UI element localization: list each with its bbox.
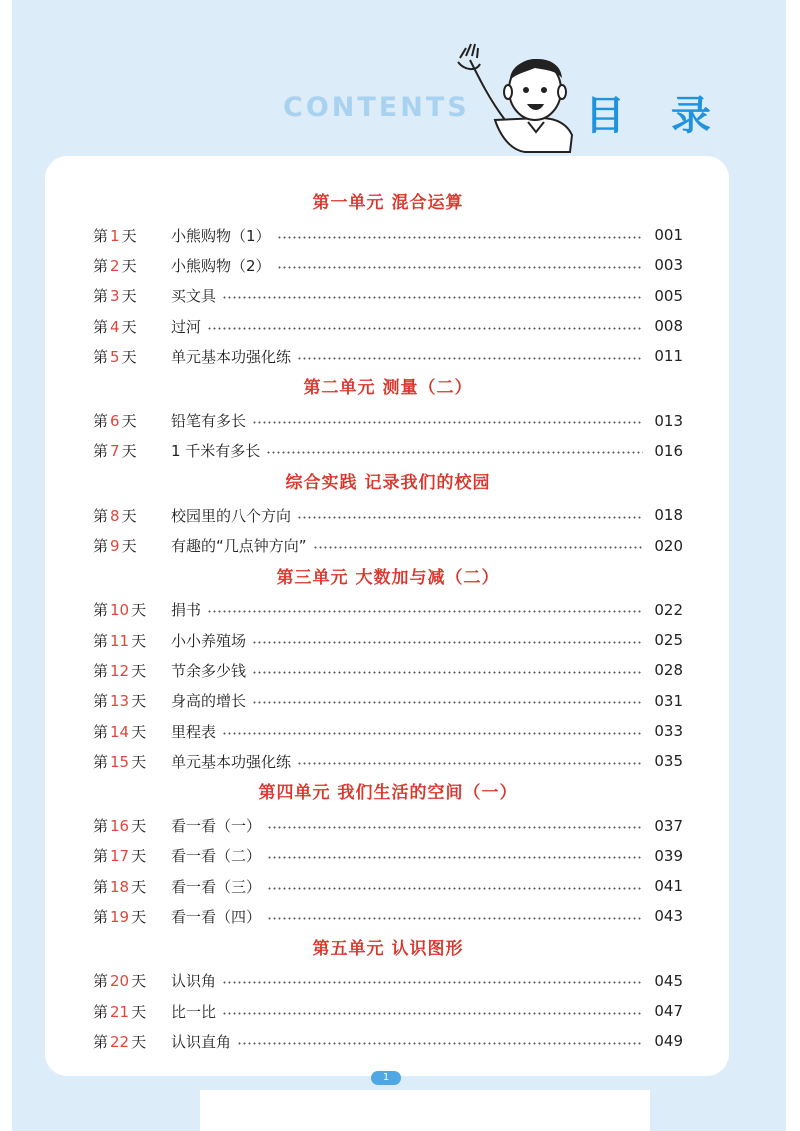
day-number: 15 [110,752,130,771]
day-suffix: 天 [121,442,137,461]
day-label [93,285,171,306]
lesson-title: 单元基本功强化练 [171,752,292,771]
day-label [93,845,171,866]
day-number: 3 [110,287,120,306]
toc-entry[interactable] [93,341,683,371]
day-number: 22 [110,1032,130,1051]
bottom-tab [200,1090,650,1131]
toc-entry[interactable] [93,530,683,560]
unit-heading: 第一单元 混合运算 [312,193,464,213]
dot-leader [297,514,643,520]
toc-entry[interactable] [93,281,683,311]
day-label [93,815,171,836]
day-label [93,599,171,620]
day-number: 16 [110,817,130,836]
toc-entry[interactable] [93,746,683,776]
toc-entry[interactable] [93,405,683,435]
page-ref: 047 [654,1002,683,1021]
day-suffix: 天 [131,1002,147,1021]
page-ref: 011 [654,347,683,366]
lesson-title: 校园里的八个方向 [171,506,292,525]
day-prefix: 第 [93,287,109,306]
page-ref: 049 [654,1032,683,1051]
toc-entry[interactable] [93,436,683,466]
dot-leader [277,234,643,240]
day-prefix: 第 [93,661,109,680]
page-ref: 025 [654,631,683,650]
day-prefix: 第 [93,877,109,896]
day-number: 20 [110,972,130,991]
day-suffix: 天 [121,256,137,275]
day-number: 9 [110,537,120,556]
page-ref: 020 [654,536,683,555]
page-ref: 022 [654,600,683,619]
table-of-contents [93,186,683,1057]
day-number: 18 [110,877,130,896]
day-number: 5 [110,347,120,366]
day-number: 11 [110,631,130,650]
lesson-title: 买文具 [171,287,217,306]
toc-entry[interactable] [93,996,683,1026]
lesson-title: 身高的增长 [171,692,247,711]
day-label [93,505,171,526]
lesson-title: 看一看（三） [171,877,262,896]
dot-leader [252,700,643,706]
day-label [93,970,171,991]
toc-entry[interactable] [93,686,683,716]
page-ref: 045 [654,971,683,990]
lesson-title: 铅笔有多长 [171,412,247,431]
dot-leader [267,885,643,891]
toc-entry[interactable] [93,841,683,871]
day-suffix: 天 [131,631,147,650]
day-prefix: 第 [93,317,109,336]
day-label [93,440,171,461]
day-prefix: 第 [93,817,109,836]
day-label [93,316,171,337]
day-label [93,1031,171,1052]
day-number: 19 [110,907,130,926]
lesson-title: 小熊购物（2） [171,256,271,275]
day-prefix: 第 [93,1002,109,1021]
toc-entry[interactable] [93,1026,683,1056]
toc-entry[interactable] [93,500,683,530]
page-ref: 008 [654,317,683,336]
day-prefix: 第 [93,752,109,771]
toc-entry[interactable] [93,220,683,250]
lesson-title: 认识直角 [171,1032,232,1051]
day-suffix: 天 [131,907,147,926]
dot-leader [207,325,643,331]
page-ref: 013 [654,411,683,430]
page-ref: 028 [654,661,683,680]
lesson-title: 单元基本功强化练 [171,347,292,366]
lesson-title: 过河 [171,317,202,336]
day-prefix: 第 [93,847,109,866]
toc-entry[interactable] [93,250,683,280]
day-number: 17 [110,847,130,866]
day-prefix: 第 [93,412,109,431]
page-ref: 003 [654,256,683,275]
day-label [93,225,171,246]
lesson-title: 1 千米有多长 [171,442,261,461]
day-suffix: 天 [121,317,137,336]
day-suffix: 天 [121,506,137,525]
dot-leader [252,639,643,645]
toc-entry[interactable] [93,595,683,625]
day-label [93,630,171,651]
day-suffix: 天 [131,752,147,771]
day-prefix: 第 [93,1032,109,1051]
day-number: 8 [110,506,120,525]
dot-leader [267,825,643,831]
day-prefix: 第 [93,601,109,620]
day-suffix: 天 [121,226,137,245]
dot-leader [266,450,643,456]
page-ref: 043 [654,907,683,926]
day-suffix: 天 [131,972,147,991]
lesson-title: 有趣的“几点钟方向” [171,537,307,556]
day-number: 14 [110,722,130,741]
boy-mascot-illustration [450,40,580,160]
page-ref: 033 [654,722,683,740]
day-label [93,535,171,556]
toc-entry[interactable] [93,810,683,840]
unit-heading: 综合实践 记录我们的校园 [285,473,491,494]
dot-leader [222,730,643,736]
day-number: 7 [110,442,120,461]
day-label [93,876,171,897]
day-suffix: 天 [121,287,137,306]
toc-entry[interactable] [93,655,683,685]
unit-heading: 第三单元 大数加与减（二） [276,567,500,588]
day-prefix: 第 [93,907,109,926]
dot-leader [222,1010,643,1016]
day-prefix: 第 [93,537,109,556]
contents-title-cn: 目 录 [585,93,727,139]
day-prefix: 第 [93,442,109,461]
dot-leader [267,855,643,861]
page-ref: 041 [654,877,683,896]
day-prefix: 第 [93,506,109,525]
day-suffix: 天 [131,692,147,711]
toc-entry[interactable] [93,966,683,996]
dot-leader [222,295,643,301]
dot-leader [237,1040,643,1046]
dot-leader [297,760,643,766]
lesson-title: 看一看（四） [171,907,262,926]
day-label [93,255,171,276]
day-number: 12 [110,661,130,680]
dot-leader [277,264,643,270]
lesson-title: 节余多少钱 [171,661,247,680]
unit-heading: 第五单元 认识图形 [312,938,464,959]
day-number: 2 [110,256,120,275]
page-ref: 016 [654,441,683,460]
day-suffix: 天 [131,817,147,836]
toc-entry[interactable] [93,871,683,901]
day-label [93,906,171,927]
day-prefix: 第 [93,722,109,741]
day-label [93,410,171,431]
lesson-title: 小小养殖场 [171,631,247,650]
toc-entry[interactable] [93,901,683,931]
lesson-title: 小熊购物（1） [171,226,271,245]
lesson-title: 比一比 [171,1002,217,1021]
day-suffix: 天 [121,347,137,366]
lesson-title: 看一看（二） [171,847,262,866]
day-label [93,660,171,681]
dot-leader [297,355,643,361]
dot-leader [207,609,643,615]
unit-heading: 第四单元 我们生活的空间（一） [258,783,518,804]
page-ref: 031 [654,691,683,710]
lesson-title: 看一看（一） [171,817,262,836]
day-prefix: 第 [93,347,109,366]
page-ref: 037 [654,816,683,835]
page-ref: 039 [654,846,683,865]
day-label [93,751,171,772]
day-suffix: 天 [121,412,137,431]
day-number: 4 [110,317,120,336]
lesson-title: 里程表 [171,722,217,741]
dot-leader [267,915,643,921]
day-suffix: 天 [131,877,147,896]
unit-heading: 第二单元 测量（二） [303,378,473,399]
day-prefix: 第 [93,692,109,711]
toc-entry[interactable] [93,311,683,341]
page-ref: 018 [654,506,683,525]
toc-entry[interactable] [93,716,683,746]
page-number-badge: 1 [371,1071,401,1085]
day-prefix: 第 [93,226,109,245]
page-ref: 001 [654,226,683,245]
page-ref: 005 [654,286,683,305]
page-ref: 035 [654,752,683,771]
day-number: 1 [110,226,120,245]
lesson-title: 认识角 [171,972,217,991]
day-number: 10 [110,601,130,620]
toc-entry[interactable] [93,625,683,655]
dot-leader [222,980,643,986]
day-label [93,346,171,367]
dot-leader [252,669,643,675]
day-number: 6 [110,412,120,431]
day-prefix: 第 [93,631,109,650]
day-suffix: 天 [131,722,147,741]
day-label [93,1001,171,1022]
lesson-title: 捐书 [171,601,202,620]
day-label [93,690,171,711]
day-label [93,721,171,742]
day-prefix: 第 [93,256,109,275]
day-number: 13 [110,692,130,711]
contents-title-en: CONTENTS [283,92,470,123]
day-suffix: 天 [131,661,147,680]
day-suffix: 天 [131,601,147,620]
day-suffix: 天 [131,847,147,866]
day-suffix: 天 [121,537,137,556]
dot-leader [252,420,643,426]
dot-leader [313,545,643,551]
day-suffix: 天 [131,1032,147,1051]
day-number: 21 [110,1002,130,1021]
day-prefix: 第 [93,972,109,991]
